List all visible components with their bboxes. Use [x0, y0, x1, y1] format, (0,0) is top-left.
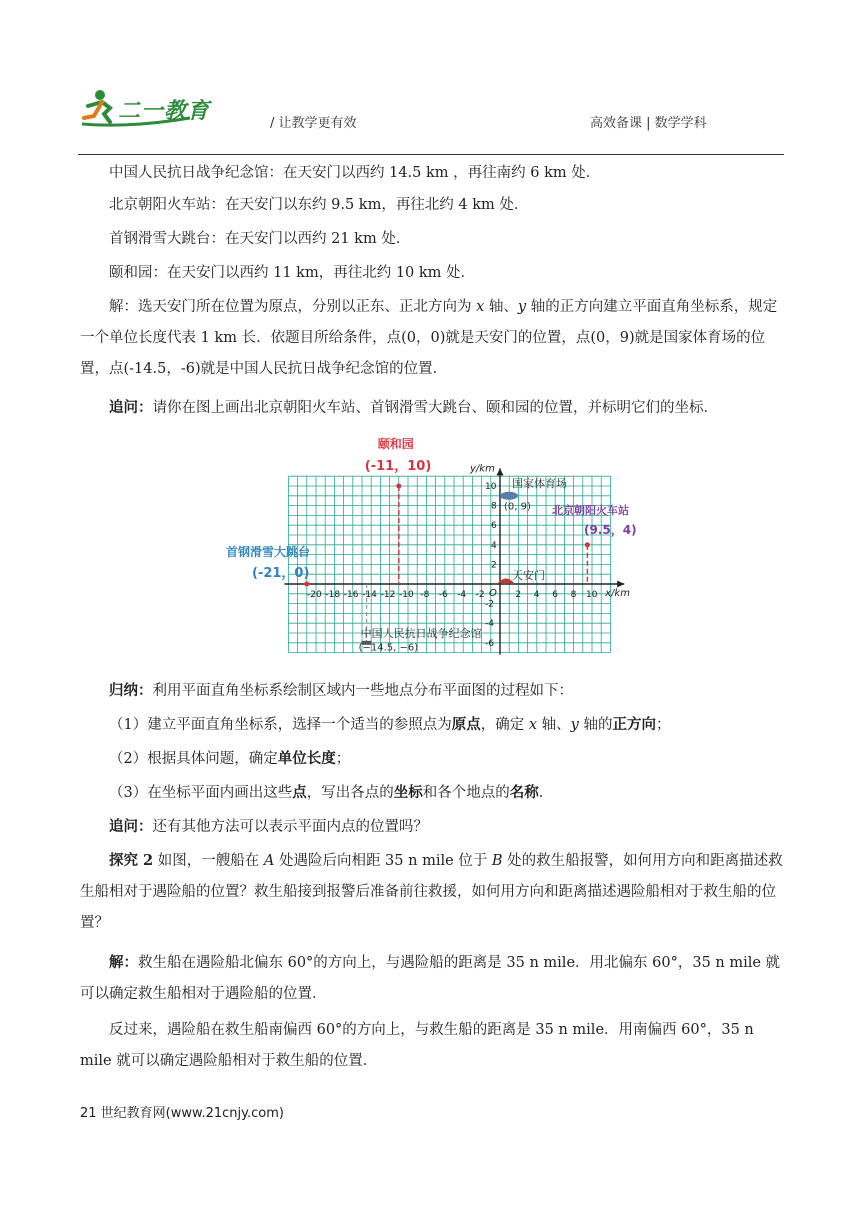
solution-2-paragraph: 解：救生船在遇险船北偏东 60°的方向上，与遇险船的距离是 35 n mile．用北偏东 60°，35 n mile 就可以确定救生船相对于遇险船的位置．: [80, 954, 781, 1002]
exploration-2-paragraph: 探究 2 如图，一艘船在 A 处遇险后向相距 35 n mile 位于 B 处的救生船报警，如何用方向和距离描述救生船相对于遇险船的位置？救生船接到报警后准备前往救援，如何用方向和距离描述遇险船相对于救生船的位置？: [80, 852, 783, 931]
x-tick-label: -14: [362, 590, 377, 600]
solution-paragraph: 解：选天安门所在位置为原点，分别以正东、正北方向为 x 轴、y 轴的正方向建立平面直角坐标系，规定一个单位长度代表 1 km 长．依题目所给条件，点(0，0)就是天安门的位置，点(0，9)就是国家体育场的位置，点(-14.5，-6)就是中国人民抗日战争纪念馆的位置．: [80, 299, 778, 377]
shougang-label: 首钢滑雪大跳台: [226, 545, 311, 559]
tiananmen-label: 天安门: [512, 569, 545, 582]
chaoyang-label: 北京朝阳火车站: [552, 504, 629, 517]
page-header: [0, 0, 860, 160]
x-tick-label: -16: [343, 590, 359, 600]
summary-label: 归纳：: [109, 682, 153, 699]
coordinate-map-figure: [222, 432, 662, 664]
x-tick-label: -10: [399, 590, 414, 600]
text-line-museum: 中国人民抗日战争纪念馆：在天安门以西约 14.5 km ，再往南约 6 km 处．: [109, 165, 601, 181]
header-slogan: / 让教学更有效: [270, 116, 357, 131]
summary-step-2: （2）根据具体问题，确定单位长度；: [109, 750, 351, 767]
y-tick-label: 6: [491, 521, 497, 532]
stadium-label: 国家体育场: [512, 477, 567, 491]
followup-question-2: 追问：还有其他方法可以表示平面内点的位置吗？: [109, 818, 428, 835]
chaoyang-point: [585, 542, 590, 547]
stadium-coord: (0, 9): [504, 501, 531, 513]
x-axis-arrow: [617, 581, 624, 588]
origin-label: O: [489, 588, 497, 599]
text-line-yiheyuan: 颐和园：在天安门以西约 11 km，再往北约 10 km 处．: [109, 265, 476, 281]
summary-step-1: （1）建立平面直角坐标系，选择一个适当的参照点为原点，确定 x 轴、y 轴的正方向；: [109, 716, 671, 733]
y-tick-label: -2: [485, 599, 494, 610]
y-tick-label: -4: [485, 619, 494, 630]
y-tick-label: -6: [485, 638, 494, 649]
x-tick-label: 2: [515, 590, 522, 600]
chaoyang-coord: (9.5，4): [584, 523, 637, 537]
y-tick-label: 10: [485, 482, 497, 492]
footer-source: 21 世纪教育网(www.21cnjy.com): [80, 1106, 284, 1121]
summary-heading: 归纳：利用平面直角坐标系绘制区域内一些地点分布平面图的过程如下：: [109, 682, 573, 699]
followup-question-1: 追问：请你在图上画出北京朝阳火车站、首钢滑雪大跳台、颐和园的位置，并标明它们的坐标．: [109, 399, 718, 416]
x-axis-label: x/km: [605, 588, 630, 599]
shougang-point: [304, 582, 309, 587]
header-divider: [78, 154, 784, 155]
museum-coord: (−14.5, −6): [358, 642, 419, 654]
x-tick-label: -12: [380, 590, 396, 600]
shougang-coord: (-21，0): [252, 566, 310, 581]
x-tick-label: -4: [457, 590, 467, 600]
y-axis-arrow: [497, 468, 504, 475]
summary-step-3: （3）在坐标平面内画出这些点，写出各点的坐标和各个地点的名称．: [109, 784, 554, 801]
y-tick-label: 2: [491, 560, 497, 571]
x-tick-label: -6: [438, 590, 448, 600]
x-tick-label: -20: [307, 590, 322, 600]
x-tick-label: -2: [475, 590, 485, 600]
reverse-paragraph: 反过来，遇险船在救生船南偏西 60°的方向上，与救生船的距离是 35 n mile．用南偏西 60°，35 n mile 就可以确定遇险船相对于救生船的位置．: [80, 1022, 754, 1069]
y-tick-label: 4: [491, 540, 497, 551]
x-tick-label: 6: [552, 590, 558, 600]
logo-text: 二一教育: [118, 99, 211, 124]
x-tick-label: -8: [420, 590, 430, 600]
x-tick-label: -18: [325, 590, 341, 600]
followup-label: 追问：: [109, 399, 153, 416]
x-tick-label: 10: [586, 590, 598, 600]
museum-label: 中国人民抗日战争纪念馆: [360, 627, 482, 640]
text-line-chaoyang: 北京朝阳火车站：在天安门以东约 9.5 km，再往北约 4 km 处．: [109, 197, 529, 213]
x-tick-label: 4: [533, 590, 540, 600]
exploration-label: 探究 2: [109, 852, 154, 869]
stadium-marker: [500, 492, 518, 500]
y-axis-label: y/km: [470, 463, 495, 475]
y-tick-label: 8: [491, 501, 497, 512]
yiheyuan-label: 颐和园: [377, 437, 414, 451]
yiheyuan-point: [396, 484, 401, 489]
header-subject: 高效备课 | 数学学科: [590, 116, 707, 131]
yiheyuan-coord: (-11，10): [364, 459, 432, 474]
solution-label: 解：: [109, 299, 138, 315]
text-line-shougang: 首钢滑雪大跳台：在天安门以西约 21 km 处．: [109, 231, 411, 247]
x-tick-label: 8: [570, 590, 577, 600]
